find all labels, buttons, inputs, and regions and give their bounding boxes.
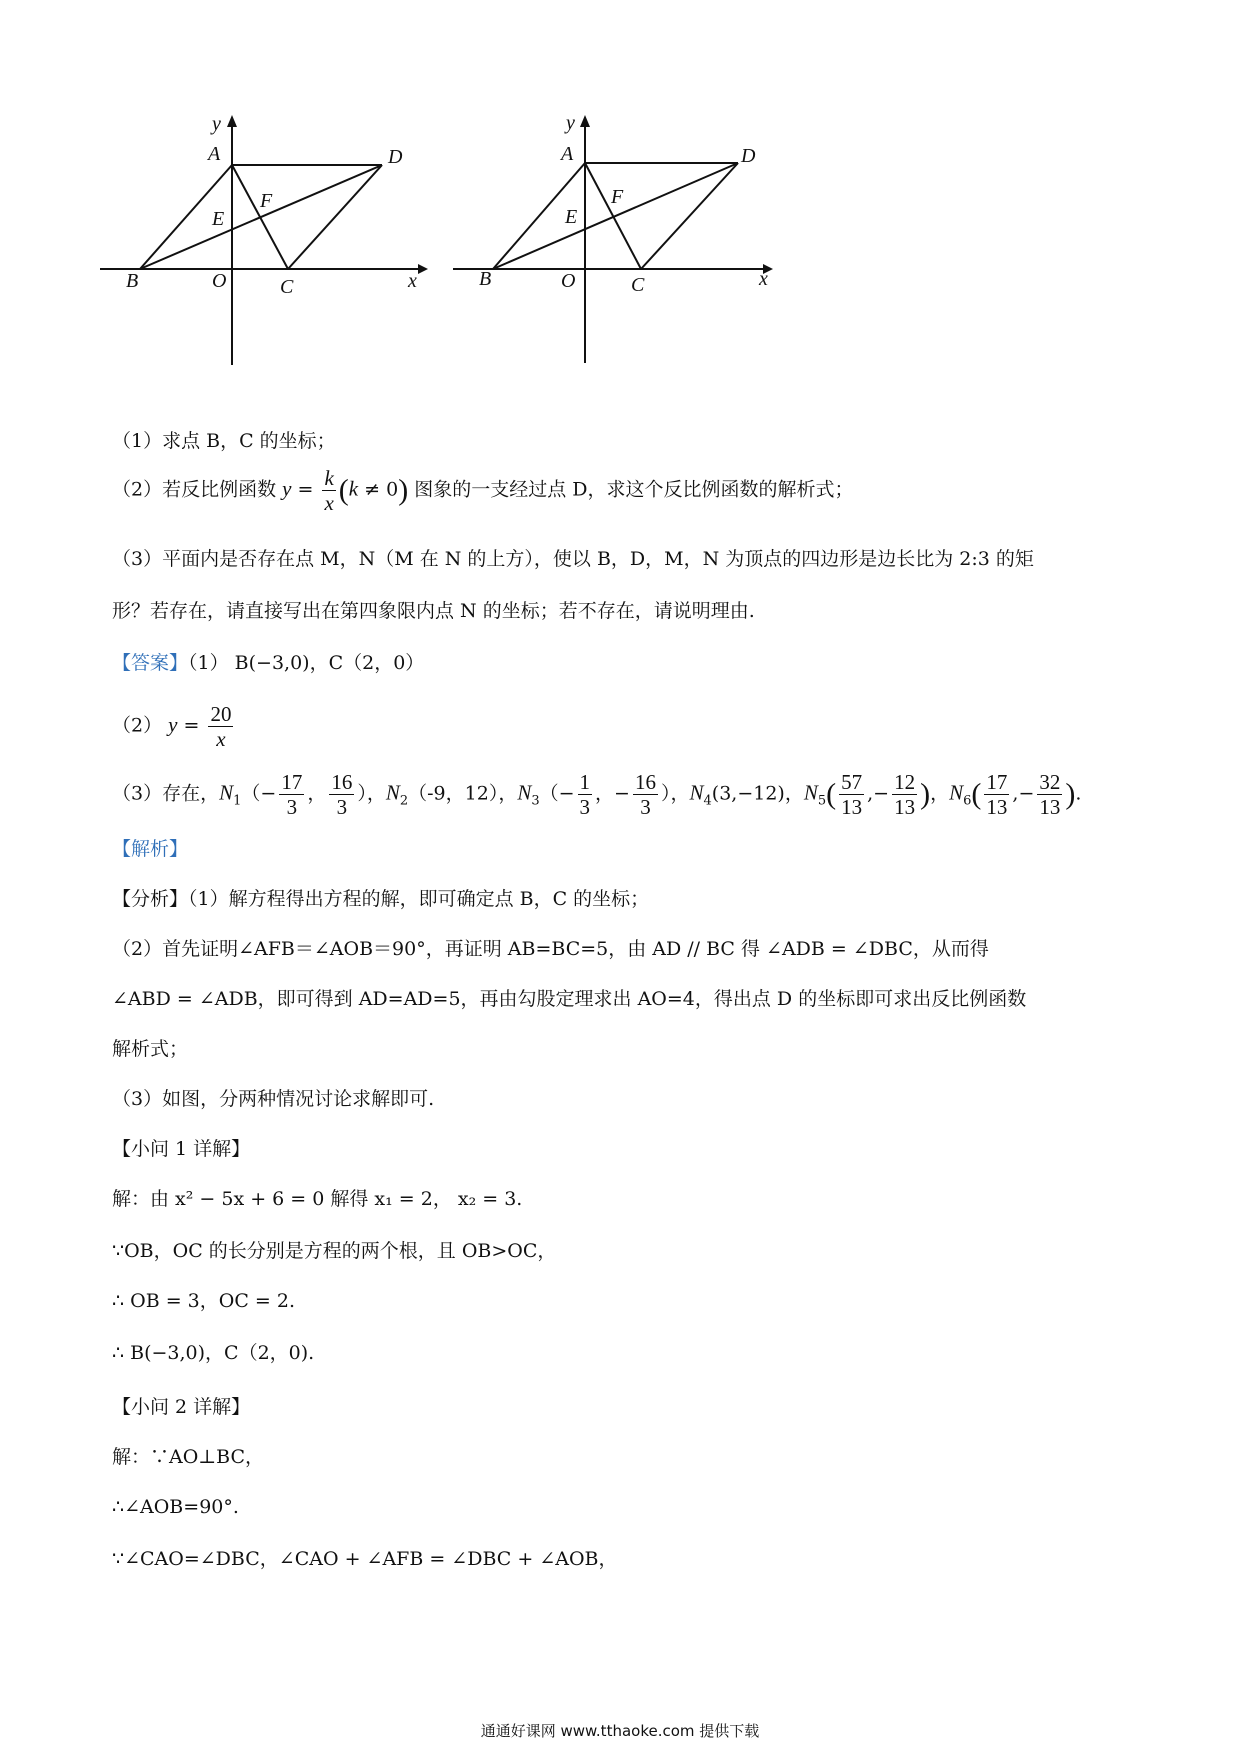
sub1-heading: 【小问 1 详解】 (112, 1138, 251, 1160)
solution-1: 解：由 x² − 5x + 6 = 0 解得 x₁ = 2， x₂ = 3. (112, 1188, 523, 1210)
analysis-2: （2）首先证明∠AFB＝∠AOB＝90°，再证明 AB=BC=5，由 AD // BC 得 ∠ADB = ∠DBC，从而得 (112, 938, 989, 960)
label-E: E (212, 208, 225, 230)
q2-post: 图象的一支经过点 D，求这个反比例函数的解析式； (414, 478, 854, 501)
question-2: （2）若反比例函数 y = $\frac{k}{x}$ (k ≠ 0) 图象的一支经过点 D，求这个反比例函数的解析式； (112, 466, 854, 515)
answer-1: 【答案】（1） B(−3,0)，C（2，0） (112, 652, 425, 674)
question-3-line1: （3）平面内是否存在点 M，N（M 在 N 的上方），使以 B，D，M，N 为顶点的四边形是边长比为 2:3 的矩 (112, 548, 1034, 570)
label-D: D (388, 146, 403, 168)
solution-2: ∵OB，OC 的长分别是方程的两个根，且 OB>OC， (112, 1240, 557, 1262)
question-3-line2: 形？若存在，请直接写出在第四象限内点 N 的坐标；若不存在，请说明理由. (112, 600, 755, 622)
solution-7: ∵∠CAO=∠DBC，∠CAO + ∠AFB = ∠DBC + ∠AOB， (112, 1548, 618, 1570)
label-F: F (611, 186, 624, 208)
label-A: A (561, 143, 574, 165)
label-C: C (280, 276, 294, 298)
solution-3: ∴ OB = 3，OC = 2. (112, 1290, 295, 1312)
label-F: F (260, 190, 273, 212)
label-O: O (561, 270, 576, 292)
label-D: D (741, 145, 756, 167)
figure-left (100, 115, 440, 370)
footer: 通通好课网 www.tthaoke.com 提供下载 (480, 1722, 760, 1740)
label-x: x (759, 268, 768, 290)
analysis-1: 【分析】（1）解方程得出方程的解，即可确定点 B，C 的坐标； (112, 888, 650, 910)
solution-4: ∴ B(−3,0)，C（2，0). (112, 1342, 315, 1364)
analysis-5: （3）如图，分两种情况讨论求解即可. (112, 1088, 435, 1110)
sub2-heading: 【小问 2 详解】 (112, 1396, 251, 1418)
label-A: A (208, 143, 221, 165)
answer-tag: 【答案】 (112, 652, 189, 674)
label-E: E (565, 206, 578, 228)
answer-2: （2） y = $\frac{20}{x}$ (112, 702, 232, 751)
label-x: x (408, 270, 417, 292)
q2-pre: （2）若反比例函数 (112, 478, 277, 501)
analysis-3: ∠ABD = ∠ADB，即可得到 AD=AD=5，再由勾股定理求出 AO=4，得出点 D 的坐标即可求出反比例函数 (112, 988, 1027, 1010)
analysis-tag: 【解析】 (112, 838, 189, 860)
label-C: C (631, 274, 645, 296)
solution-5: 解：∵AO⊥BC， (112, 1446, 265, 1468)
label-y: y (212, 115, 221, 135)
label-B: B (479, 268, 492, 290)
figure-right (453, 115, 793, 370)
label-y: y (566, 115, 575, 134)
label-O: O (212, 270, 227, 292)
label-B: B (126, 270, 139, 292)
question-1: （1）求点 B，C 的坐标； (112, 430, 336, 452)
solution-6: ∴∠AOB=90°. (112, 1496, 239, 1518)
answer-3: （3）存在，$N_1(-$ $\frac{17}{3}$ ， $\frac{16}{3}$ ），$N_2(-9$，12），$N_3(-$ $\frac{1}{3}$ ，− $\frac{16}{3}$ ），$N_4(3,-12)$，$N_5$( $\frac{57}{13}$ ,− $\frac{12}{13}$ )，$N_6$( $\frac{17}{13}$ ,− $\frac{32}{13}$ ). (112, 770, 1082, 819)
analysis-4: 解析式； (112, 1038, 189, 1060)
